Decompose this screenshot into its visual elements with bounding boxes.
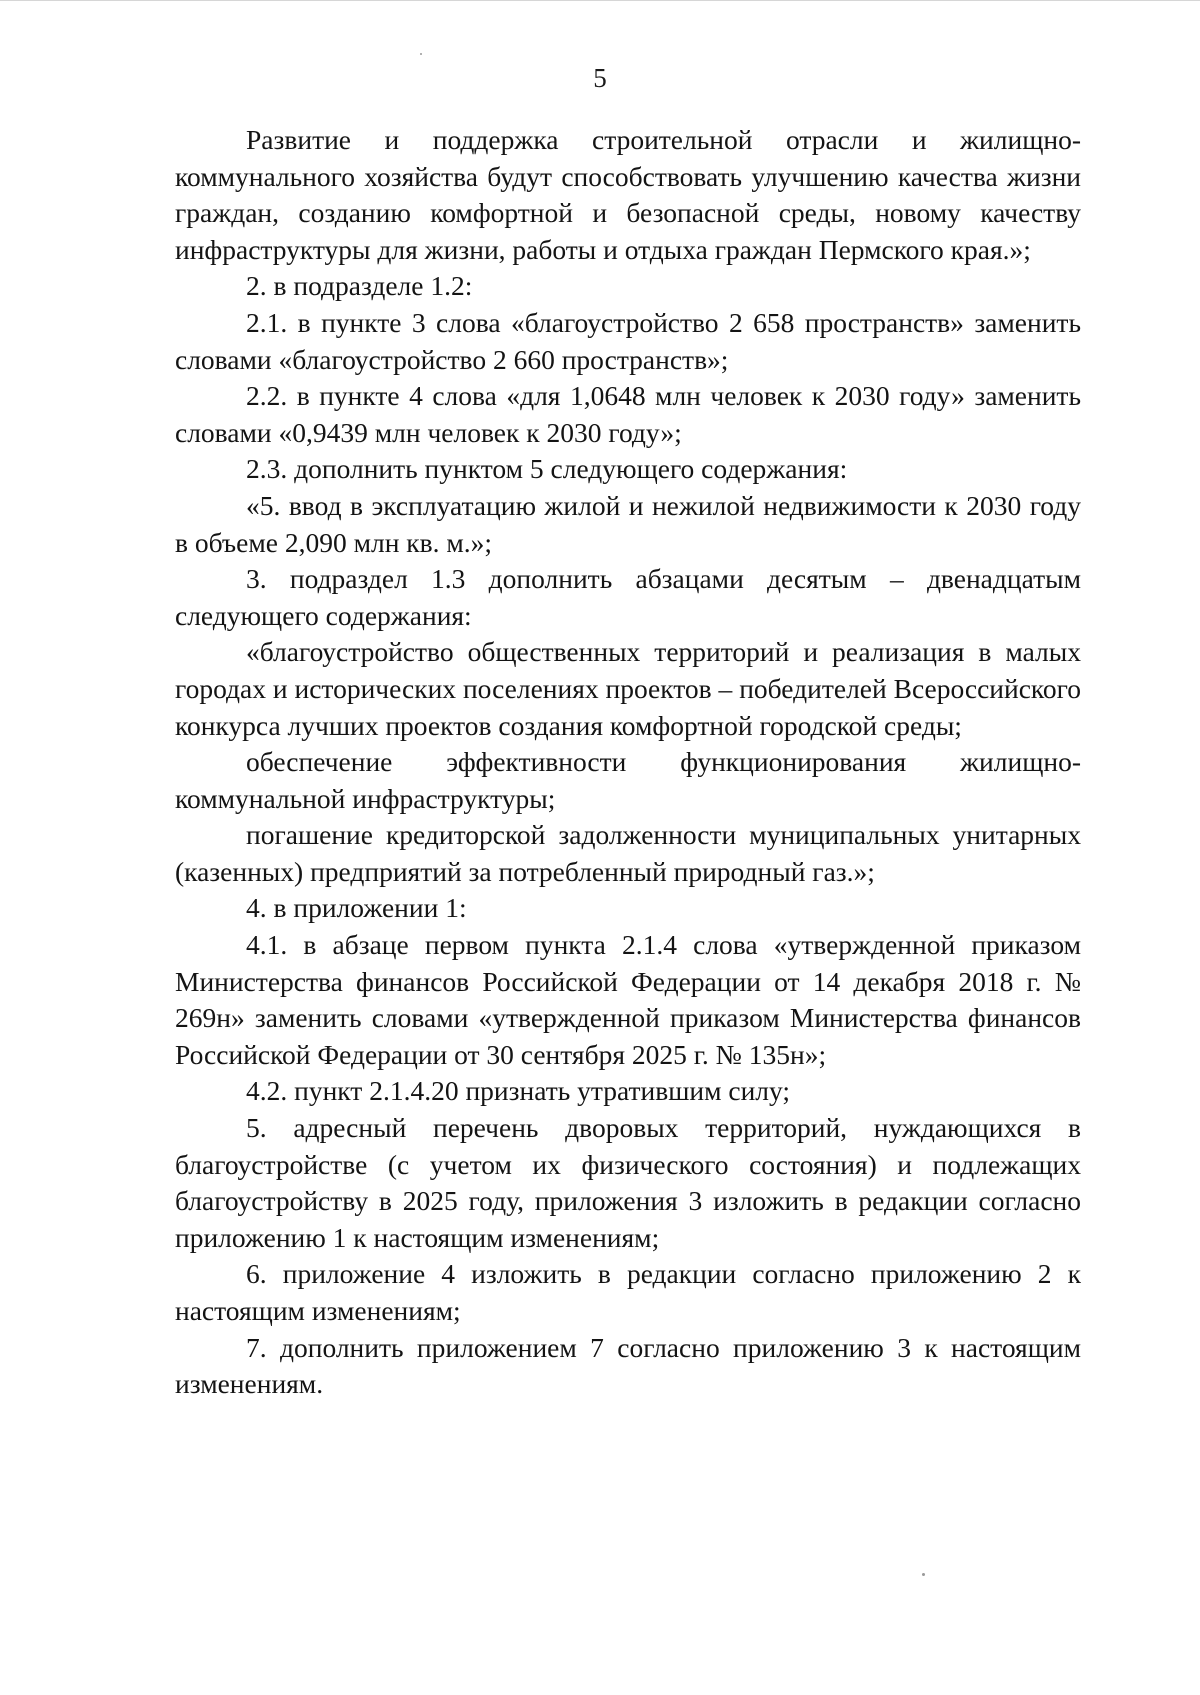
- document-body: [175, 122, 1081, 1403]
- paragraph: 6. приложение 4 изложить в редакции согласно приложению 2 к настоящим изменениям;: [175, 1258, 1081, 1326]
- paragraph: обеспечение эффективности функционирования жилищно-коммунальной инфраструктуры;: [175, 746, 1081, 814]
- paragraph: 4. в приложении 1:: [246, 892, 467, 924]
- paragraph: 2.1. в пункте 3 слова «благоустройство 2 658 пространств» заменить словами «благоустройство 2 660 пространств»;: [175, 306, 1081, 375]
- paragraph: 2.3. дополнить пунктом 5 следующего содержания:: [246, 453, 848, 485]
- scan-speck: [420, 53, 422, 55]
- paragraph: 5. адресный перечень дворовых территорий, нуждающихся в благоустройстве (с учетом их физического состояния) и подлежащих благоустройству в 2025 году, приложения 3 изложить в редакции согласно приложению 1 к настоящим изменениям;: [175, 1112, 1081, 1253]
- page-number: 5: [593, 63, 607, 93]
- paragraph: 3. подраздел 1.3 дополнить абзацами десятым – двенадцатым следующего содержания:: [175, 563, 1081, 631]
- paragraph: 2. в подразделе 1.2:: [246, 270, 473, 302]
- paragraph: 4.1. в абзаце первом пункта 2.1.4 слова «утвержденной приказом Министерства финансов Российской Федерации от 14 декабря 2018 г. № 269н» заменить словами «утвержденной приказом Министерства финансов Российской Федерации от 30 сентября 2025 г. № 135н»;: [175, 929, 1081, 1070]
- paragraph: погашение кредиторской задолженности муниципальных унитарных (казенных) предприятий за потребленный природный газ.»;: [175, 819, 1081, 887]
- paragraph: «благоустройство общественных территорий и реализация в малых городах и исторических поселениях проектов – победителей Всероссийского конкурса лучших проектов создания комфортной городской среды;: [175, 636, 1081, 741]
- scan-speck: [922, 1573, 925, 1576]
- paragraph: «5. ввод в эксплуатацию жилой и нежилой недвижимости к 2030 году в объеме 2,090 млн кв. м.»;: [175, 489, 1081, 558]
- paragraph: Развитие и поддержка строительной отрасли и жилищно-коммунального хозяйства будут способствовать улучшению качества жизни граждан, созданию комфортной и безопасной среды, новому качеству инфраструктуры для жизни, работы и отдыха граждан Пермского края.»;: [175, 124, 1081, 265]
- paragraph: 7. дополнить приложением 7 согласно приложению 3 к настоящим изменениям.: [175, 1331, 1081, 1400]
- paragraph: 4.2. пункт 2.1.4.20 признать утратившим силу;: [246, 1075, 791, 1107]
- paragraph: 2.2. в пункте 4 слова «для 1,0648 млн человек к 2030 году» заменить словами «0,9439 млн человек к 2030 году»;: [175, 380, 1081, 448]
